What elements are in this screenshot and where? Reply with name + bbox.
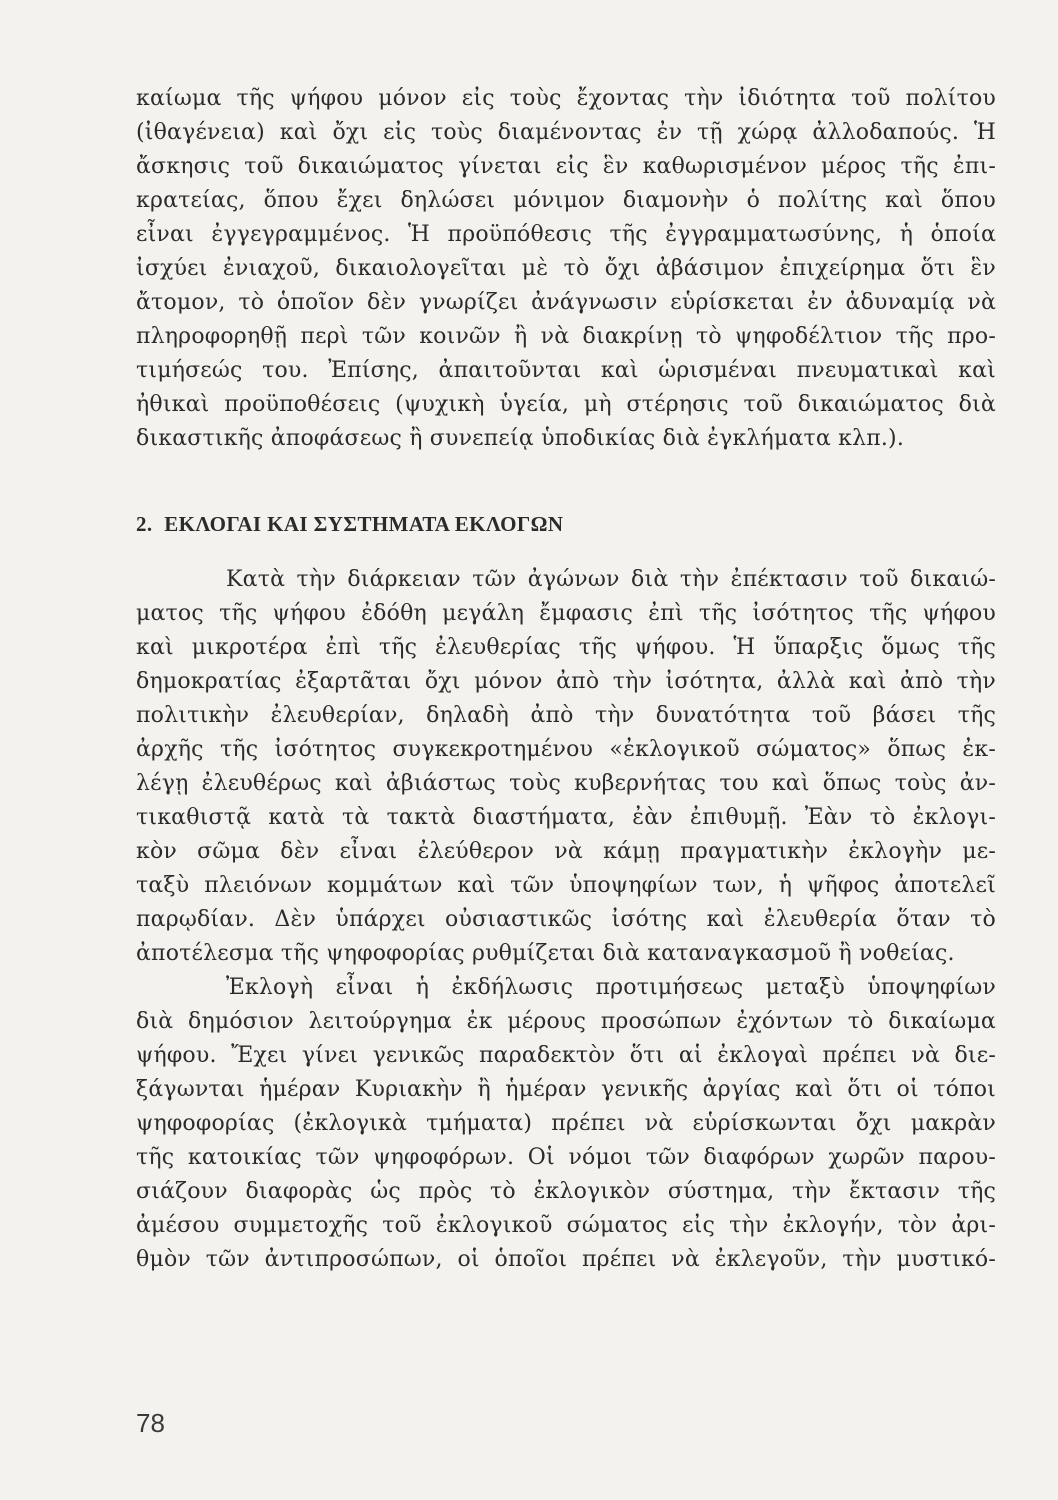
paragraph-line: δικαστικῆς ἀποφάσεως ἢ συνεπείᾳ ὑποδικίας διὰ ἐγκλήματα κλπ.).: [136, 426, 905, 451]
paragraph-2: [136, 563, 996, 971]
paragraph-line: ἀποτέλεσμα τῆς ψηφοφορίας ρυθμίζεται διὰ καταναγκασμοῦ ἢ νοθείας.: [136, 941, 955, 966]
paragraph-line: διὰ δημόσιον λειτούργημα ἐκ μέρους προσώπων ἐχόντων τὸ δικαίωμα: [136, 1009, 996, 1034]
paragraph-line: (ἰθαγένεια) καὶ ὄχι εἰς τοὺς διαμένοντας ἐν τῇ χώρᾳ ἀλλοδαπούς. Ἡ: [136, 120, 996, 145]
top-paragraph: [136, 82, 996, 456]
paragraph-line: παρῳδίαν. Δὲν ὑπάρχει οὐσιαστικῶς ἰσότης καὶ ἐλευθερία ὅταν τὸ: [136, 907, 996, 932]
section-number: 2.: [136, 512, 153, 536]
paragraph-line: εἶναι ἐγγεγραμμένος. Ἡ προϋπόθεσις τῆς ἐγγραμματωσύνης, ἡ ὁποία: [136, 222, 996, 247]
paragraph-line: ἰσχύει ἐνιαχοῦ, δικαιολογεῖται μὲ τὸ ὄχι ἀβάσιμον ἐπιχείρημα ὅτι ἓν: [136, 256, 996, 281]
section-heading: [136, 512, 996, 537]
paragraph-line: ἀμέσου συμμετοχῆς τοῦ ἐκλογικοῦ σώματος εἰς τὴν ἐκλογήν, τὸν ἀρι-: [136, 1213, 996, 1238]
paragraph-line: ἄτομον, τὸ ὁποῖον δὲν γνωρίζει ἀνάγνωσιν εὑρίσκεται ἐν ἀδυναμίᾳ νὰ: [136, 290, 996, 315]
paragraph-line: θμὸν τῶν ἀντιπροσώπων, οἱ ὁποῖοι πρέπει νὰ ἐκλεγοῦν, τὴν μυστικό-: [136, 1247, 996, 1272]
paragraph-line: καὶ μικροτέρα ἐπὶ τῆς ἐλευθερίας τῆς ψήφου. Ἡ ὕπαρξις ὅμως τῆς: [136, 635, 996, 660]
paragraph-line: καίωμα τῆς ψήφου μόνον εἰς τοὺς ἔχοντας τὴν ἰδιότητα τοῦ πολίτου: [136, 86, 996, 111]
paragraph-line: δημοκρατίας ἐξαρτᾶται ὄχι μόνον ἀπὸ τὴν ἰσότητα, ἀλλὰ καὶ ἀπὸ τὴν: [136, 669, 996, 694]
paragraph-line: Κατὰ τὴν διάρκειαν τῶν ἀγώνων διὰ τὴν ἐπέκτασιν τοῦ δικαιώ-: [226, 567, 996, 592]
paragraph-line: σιάζουν διαφορὰς ὡς πρὸς τὸ ἐκλογικὸν σύστημα, τὴν ἔκτασιν τῆς: [136, 1179, 996, 1204]
paragraph-line: πληροφορηθῇ περὶ τῶν κοινῶν ἢ νὰ διακρίνῃ τὸ ψηφοδέλτιον τῆς προ-: [136, 324, 996, 349]
paragraph-line: κρατείας, ὅπου ἔχει δηλώσει μόνιμον διαμονὴν ὁ πολίτης καὶ ὅπου: [136, 188, 996, 213]
paragraph-line: ἀρχῆς τῆς ἰσότητος συγκεκροτημένου «ἐκλογικοῦ σώματος» ὅπως ἐκ-: [136, 737, 996, 762]
paragraph-line: τῆς κατοικίας τῶν ψηφοφόρων. Οἱ νόμοι τῶν διαφόρων χωρῶν παρου-: [136, 1145, 996, 1170]
paragraph-line: ψήφου. Ἔχει γίνει γενικῶς παραδεκτὸν ὅτι αἱ ἐκλογαὶ πρέπει νὰ διε-: [136, 1043, 996, 1068]
paragraph-line: ματος τῆς ψήφου ἐδόθη μεγάλη ἔμφασις ἐπὶ τῆς ἰσότητος τῆς ψήφου: [136, 601, 996, 626]
paragraph-3: [136, 971, 996, 1277]
paragraph-line: Ἐκλογὴ εἶναι ἡ ἐκδήλωσις προτιμήσεως μεταξὺ ὑποψηφίων: [226, 975, 996, 1000]
paragraph-line: πολιτικὴν ἐλευθερίαν, δηλαδὴ ἀπὸ τὴν δυνατότητα τοῦ βάσει τῆς: [136, 703, 996, 728]
paragraph-line: ἄσκησις τοῦ δικαιώματος γίνεται εἰς ἓν καθωρισμένον μέρος τῆς ἐπι-: [136, 154, 996, 179]
paragraph-line: ἠθικαὶ προϋποθέσεις (ψυχικὴ ὑγεία, μὴ στέρησις τοῦ δικαιώματος διὰ: [136, 392, 996, 417]
page-number: 78: [136, 1408, 165, 1438]
paragraph-line: τικαθιστᾷ κατὰ τὰ τακτὰ διαστήματα, ἐὰν ἐπιθυμῇ. Ἐὰν τὸ ἐκλογι-: [136, 805, 996, 830]
paragraph-line: κὸν σῶμα δὲν εἶναι ἐλεύθερον νὰ κάμῃ πραγματικὴν ἐκλογὴν με-: [136, 839, 996, 864]
paragraph-line: λέγῃ ἐλευθέρως καὶ ἀβιάστως τοὺς κυβερνήτας του καὶ ὅπως τοὺς ἀν-: [136, 771, 996, 796]
section-title: ΕΚΛΟΓΑΙ ΚΑΙ ΣΥΣΤΗΜΑΤΑ ΕΚΛΟΓΩΝ: [164, 512, 564, 536]
paragraph-line: ξάγωνται ἡμέραν Κυριακὴν ἢ ἡμέραν γενικῆς ἀργίας καὶ ὅτι οἱ τόποι: [136, 1077, 996, 1102]
paragraph-line: ταξὺ πλειόνων κομμάτων καὶ τῶν ὑποψηφίων των, ἡ ψῆφος ἀποτελεῖ: [136, 873, 996, 898]
document-page: [136, 82, 996, 1462]
paragraph-line: ψηφοφορίας (ἐκλογικὰ τμήματα) πρέπει νὰ εὑρίσκωνται ὄχι μακρὰν: [136, 1111, 996, 1136]
paragraph-line: τιμήσεώς του. Ἐπίσης, ἀπαιτοῦνται καὶ ὡρισμέναι πνευματικαὶ καὶ: [136, 358, 996, 383]
